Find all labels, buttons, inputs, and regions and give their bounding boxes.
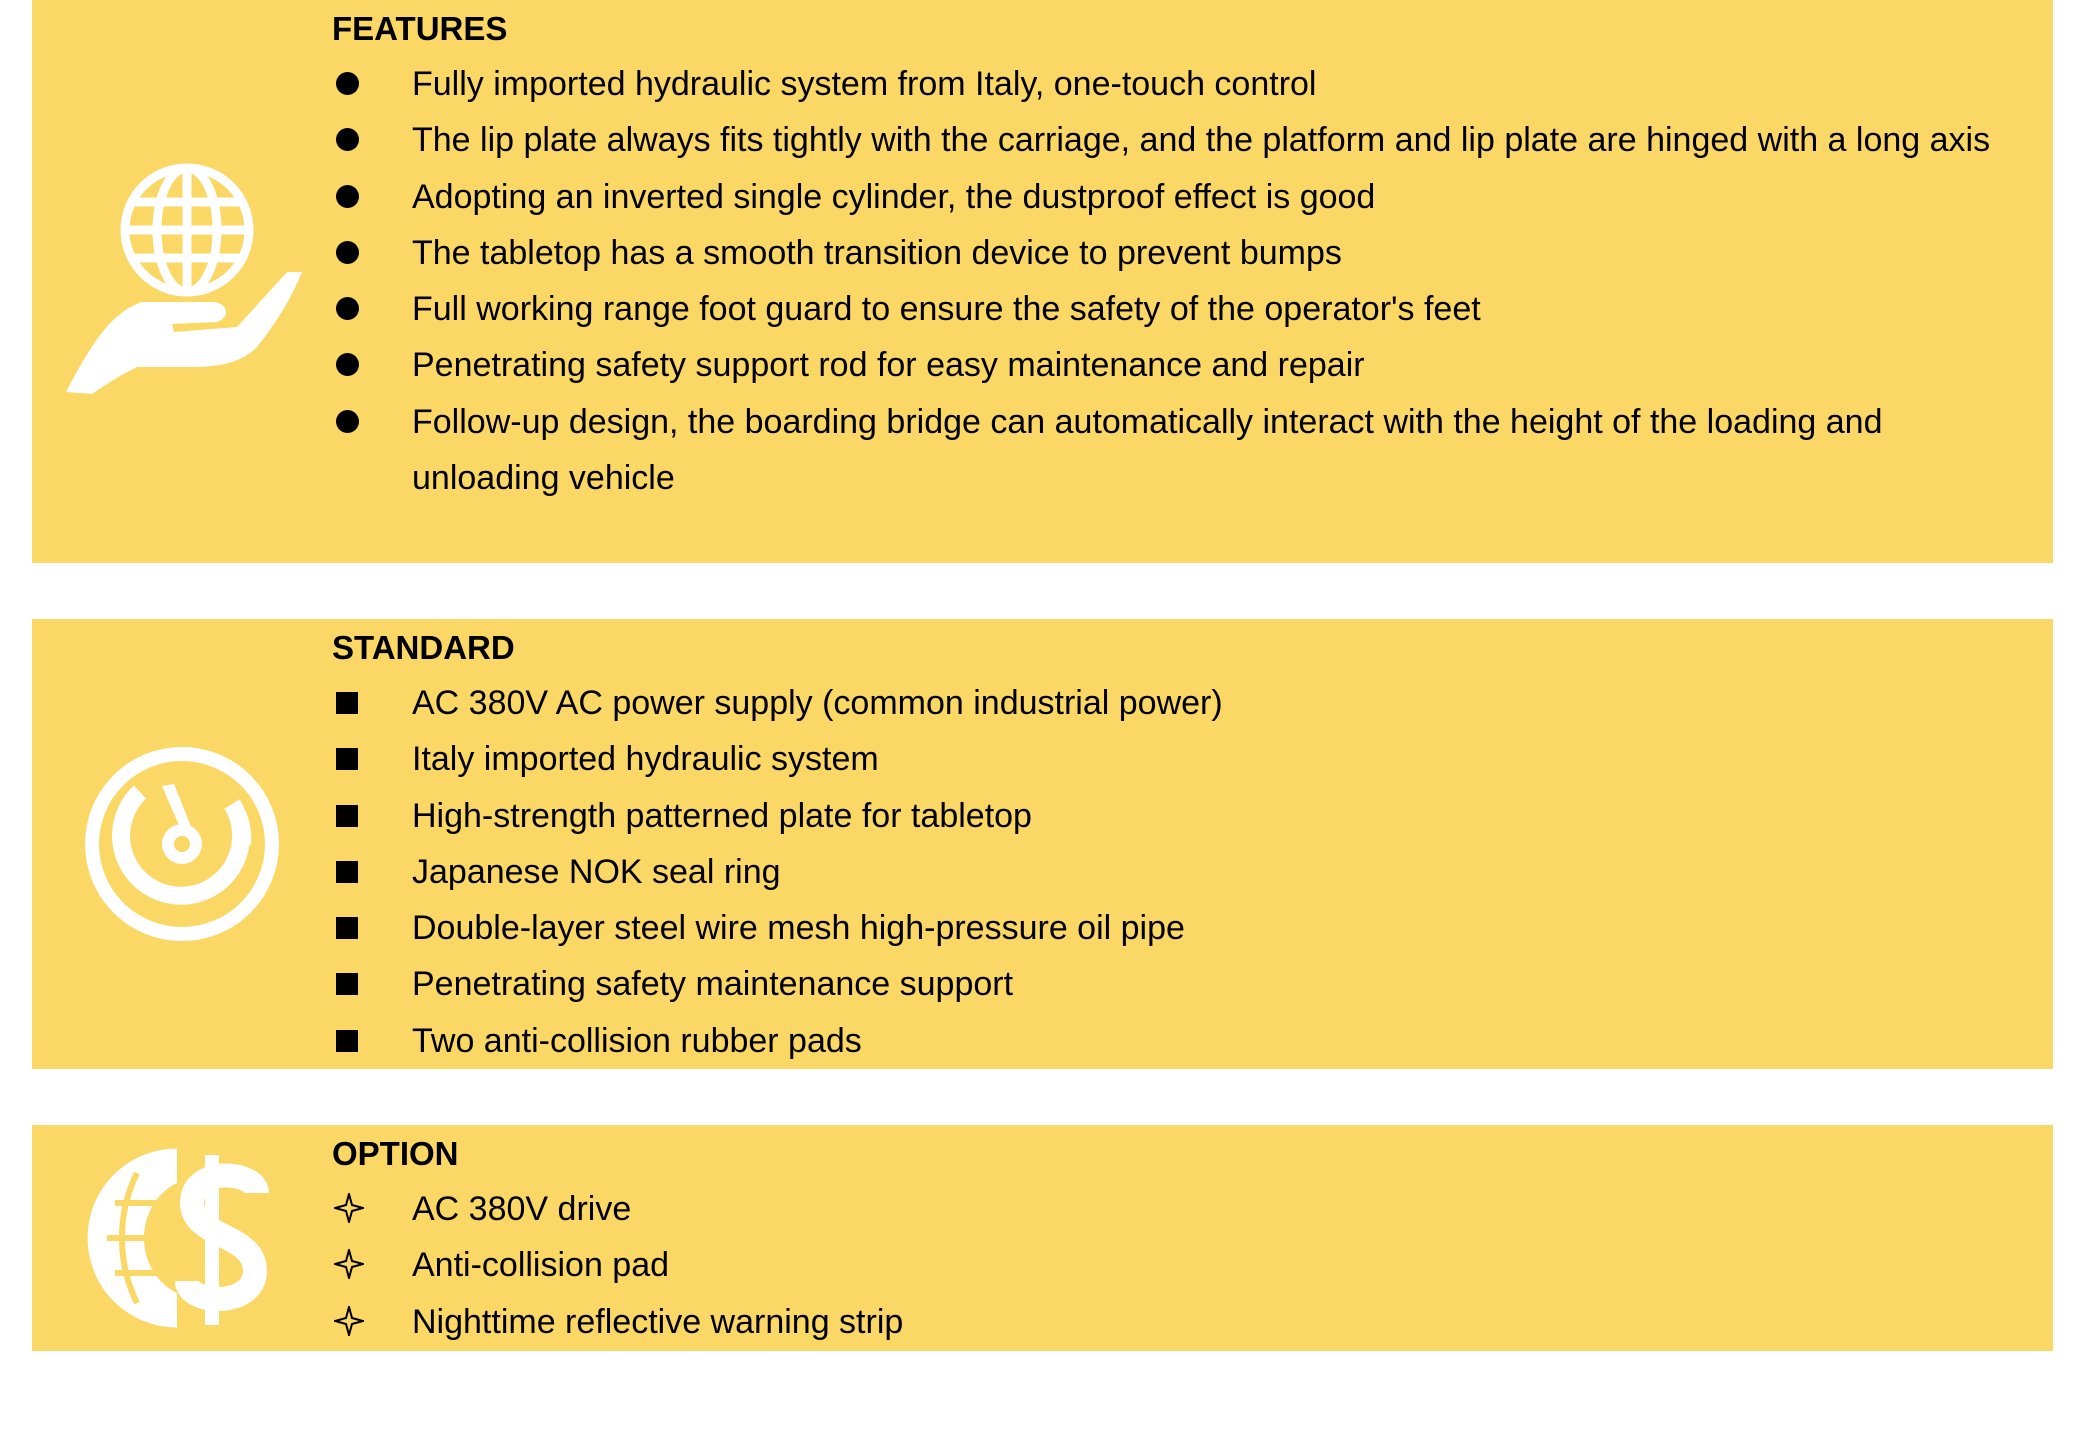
four-point-star-icon bbox=[332, 1181, 372, 1237]
list-item-text: Fully imported hydraulic system from Italy, one-touch control bbox=[412, 65, 1317, 103]
bullet-square-icon bbox=[332, 956, 372, 1012]
bullet-square-icon bbox=[332, 731, 372, 787]
list-item-text: Adopting an inverted single cylinder, the dustproof effect is good bbox=[412, 177, 1376, 216]
list-item bbox=[332, 956, 2013, 1012]
bullet-dot-icon bbox=[332, 56, 372, 112]
list-item-text: The tabletop has a smooth transition device to prevent bumps bbox=[412, 233, 1342, 272]
bullet-square-icon bbox=[332, 900, 372, 956]
four-point-star-icon bbox=[332, 1237, 372, 1293]
features-title: FEATURES bbox=[332, 10, 508, 47]
list-item bbox=[332, 675, 2013, 731]
bullet-dot-icon bbox=[332, 394, 372, 450]
list-item bbox=[332, 731, 2013, 787]
list-item bbox=[332, 788, 2013, 844]
standard-list bbox=[332, 675, 2013, 1069]
features-panel bbox=[32, 0, 2053, 563]
standard-title: STANDARD bbox=[332, 629, 515, 666]
list-item bbox=[332, 1237, 2013, 1293]
list-item-text: Two anti-collision rubber pads bbox=[412, 1021, 862, 1060]
features-content bbox=[332, 0, 2013, 506]
standard-panel bbox=[32, 619, 2053, 1069]
list-item-text: Follow-up design, the boarding bridge can automatically interact with the height of the loading and unloading vehicle bbox=[412, 402, 1883, 498]
list-item-text: Double-layer steel wire mesh high-pressure oil pipe bbox=[412, 909, 1185, 948]
standard-content bbox=[332, 619, 2013, 1069]
list-item-text: AC 380V AC power supply (common industrial power) bbox=[412, 684, 1223, 722]
list-item bbox=[332, 900, 2013, 956]
bullet-dot-icon bbox=[332, 169, 372, 225]
bullet-square-icon bbox=[332, 844, 372, 900]
bullet-square-icon bbox=[332, 675, 372, 731]
list-item bbox=[332, 281, 2013, 337]
list-item-text: Italy imported hydraulic system bbox=[412, 740, 879, 779]
list-item-text: AC 380V drive bbox=[412, 1190, 632, 1228]
four-point-star-icon bbox=[332, 1294, 372, 1350]
list-item bbox=[332, 225, 2013, 281]
list-item-text: Penetrating safety support rod for easy maintenance and repair bbox=[412, 346, 1365, 385]
list-item-text: Anti-collision pad bbox=[412, 1246, 670, 1285]
features-list bbox=[332, 56, 2013, 506]
list-item-text: The lip plate always fits tightly with the carriage, and the platform and lip plate are hinged with a long axis bbox=[412, 121, 1991, 160]
option-panel bbox=[32, 1125, 2053, 1351]
bullet-square-icon bbox=[332, 788, 372, 844]
option-list bbox=[332, 1181, 2013, 1350]
list-item bbox=[332, 56, 2013, 112]
list-item bbox=[332, 394, 2013, 507]
list-item bbox=[332, 169, 2013, 225]
list-item-text: Full working range foot guard to ensure the safety of the operator's feet bbox=[412, 290, 1481, 329]
bullet-dot-icon bbox=[332, 337, 372, 393]
list-item-text: Nighttime reflective warning strip bbox=[412, 1302, 904, 1341]
standard-icon-container bbox=[32, 619, 332, 1069]
bullet-dot-icon bbox=[332, 112, 372, 168]
list-item-text: High-strength patterned plate for tabletop bbox=[412, 796, 1032, 835]
bullet-dot-icon bbox=[332, 225, 372, 281]
list-item-text: Japanese NOK seal ring bbox=[412, 852, 781, 891]
list-item bbox=[332, 1013, 2013, 1069]
list-item bbox=[332, 112, 2013, 168]
list-item bbox=[332, 844, 2013, 900]
gauge-icon bbox=[82, 744, 282, 944]
option-title: OPTION bbox=[332, 1135, 459, 1172]
list-item bbox=[332, 1294, 2013, 1350]
option-icon-container bbox=[32, 1125, 332, 1351]
option-content bbox=[332, 1125, 2013, 1350]
list-item bbox=[332, 1181, 2013, 1237]
hand-globe-icon bbox=[62, 162, 302, 402]
bullet-dot-icon bbox=[332, 281, 372, 337]
list-item bbox=[332, 337, 2013, 393]
features-icon-container bbox=[32, 0, 332, 563]
globe-dollar-icon bbox=[87, 1143, 277, 1333]
list-item-text: Penetrating safety maintenance support bbox=[412, 965, 1014, 1004]
bullet-square-icon bbox=[332, 1013, 372, 1069]
